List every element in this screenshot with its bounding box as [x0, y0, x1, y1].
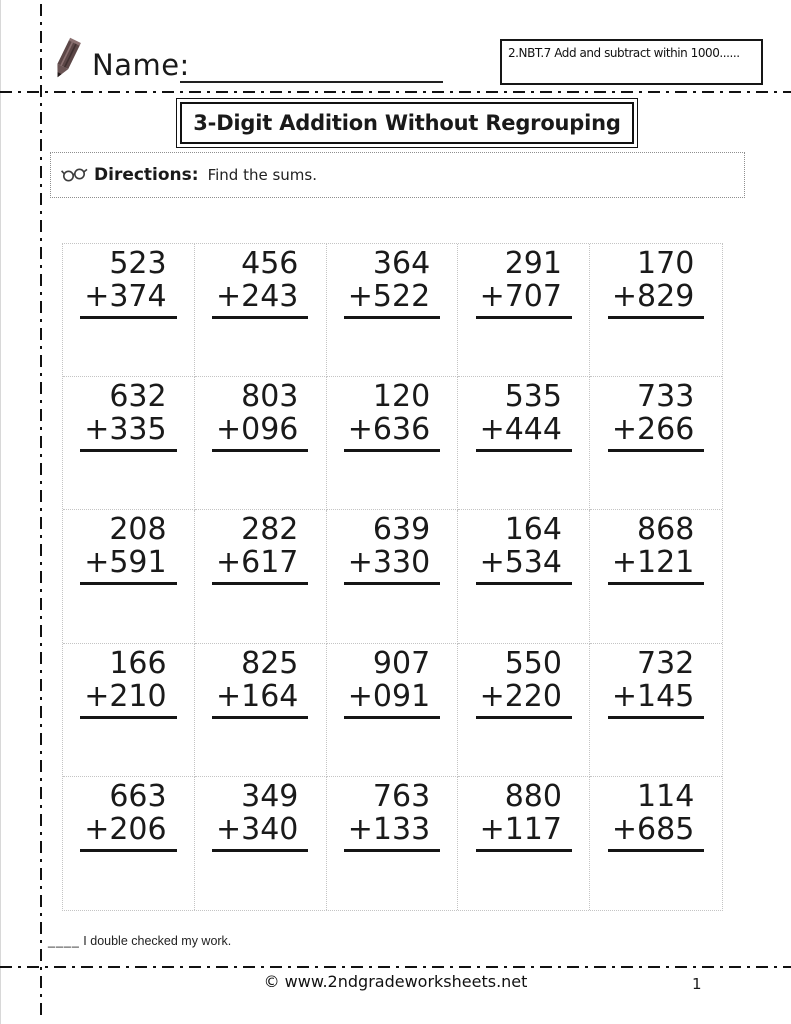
addend-top: 170 [637, 246, 695, 281]
addend-bottom: +330 [344, 546, 440, 585]
problem-cell [327, 777, 459, 910]
addend-bottom: +243 [212, 280, 308, 319]
addition-problem [476, 647, 572, 719]
addend-bottom: +374 [80, 280, 176, 319]
addend-bottom: +121 [608, 546, 704, 585]
problem-cell [195, 777, 327, 910]
addend-top: 639 [372, 512, 431, 548]
addend-bottom: +210 [80, 680, 176, 719]
addition-problem [344, 647, 440, 719]
addend-top: 349 [241, 778, 299, 814]
problem-cell [590, 377, 722, 510]
addend-top: 535 [504, 379, 562, 415]
addition-problem [608, 780, 704, 852]
addition-problem [80, 780, 176, 852]
addend-top: 114 [637, 778, 695, 814]
pencil-icon [42, 34, 88, 94]
addend-bottom: +117 [476, 813, 572, 852]
addition-problem [80, 380, 176, 452]
problem-cell [458, 510, 590, 643]
problem-cell [195, 510, 327, 643]
problem-cell [590, 244, 722, 377]
problems-grid [62, 243, 723, 911]
addend-top: 456 [241, 246, 299, 281]
problem-cell [63, 777, 195, 910]
addend-bottom: +164 [212, 680, 308, 719]
scan-page-edge [0, 0, 1, 1024]
problem-cell [63, 377, 195, 510]
addend-bottom: +591 [80, 546, 176, 585]
addition-problem [80, 647, 176, 719]
addend-top: 164 [504, 512, 562, 548]
addition-problem [476, 380, 572, 452]
addend-top: 364 [372, 246, 431, 281]
addend-bottom: +636 [344, 413, 440, 452]
addend-bottom: +685 [608, 813, 704, 852]
website-credit: © www.2ndgradeworksheets.net [263, 972, 528, 991]
footer-dashdot-divider [0, 966, 791, 968]
addition-problem [344, 780, 440, 852]
addend-bottom: +206 [80, 813, 176, 852]
addend-bottom: +444 [476, 413, 572, 452]
addend-top: 803 [241, 379, 299, 415]
addition-problem [608, 380, 704, 452]
addend-top: 632 [109, 379, 167, 415]
problem-cell [458, 244, 590, 377]
problem-cell [590, 644, 722, 777]
addend-bottom: +266 [608, 413, 704, 452]
addend-top: 733 [637, 379, 695, 415]
standard-note-text: 2.NBT.7 Add and subtract within 1000...... [508, 46, 740, 60]
addition-problem [476, 513, 572, 585]
addend-top: 825 [241, 645, 299, 681]
addend-top: 663 [109, 778, 167, 814]
addend-bottom: +617 [212, 546, 308, 585]
directions-box [50, 152, 745, 198]
addend-bottom: +133 [344, 813, 440, 852]
problem-cell [195, 244, 327, 377]
margin-dashdot-vertical-line [40, 4, 42, 1016]
addend-bottom: +335 [80, 413, 176, 452]
problem-cell [63, 644, 195, 777]
problem-cell [63, 510, 195, 643]
addend-bottom: +220 [476, 680, 572, 719]
directions-label: Directions: [94, 165, 199, 185]
check-blank-line: ____ [48, 934, 80, 948]
addition-problem [212, 780, 308, 852]
addend-top: 208 [109, 512, 167, 548]
check-text: I double checked my work. [83, 934, 232, 948]
addend-top: 523 [109, 246, 167, 281]
addition-problem [212, 247, 308, 319]
addition-problem [212, 380, 308, 452]
addend-top: 120 [372, 379, 431, 415]
problem-cell [195, 644, 327, 777]
problem-cell [458, 777, 590, 910]
addition-problem [476, 780, 572, 852]
addend-bottom: +829 [608, 280, 704, 319]
addend-top: 880 [504, 778, 562, 814]
addend-bottom: +096 [212, 413, 308, 452]
page-number: 1 [692, 975, 702, 993]
problem-cell [63, 244, 195, 377]
problem-cell [195, 377, 327, 510]
title-box-inner [180, 102, 634, 144]
addition-problem [344, 380, 440, 452]
title-box [176, 98, 638, 148]
addend-bottom: +091 [344, 680, 440, 719]
addend-top: 763 [372, 778, 431, 814]
addend-bottom: +145 [608, 680, 704, 719]
standard-note-box [500, 39, 763, 85]
problem-cell [327, 244, 459, 377]
addition-problem [608, 513, 704, 585]
addend-top: 550 [504, 645, 562, 681]
problem-cell [327, 510, 459, 643]
addend-top: 868 [637, 512, 695, 548]
directions-text: Find the sums. [207, 166, 317, 184]
addend-top: 732 [637, 645, 695, 681]
name-label: Name: [92, 48, 190, 82]
addend-bottom: +707 [476, 280, 572, 319]
addition-problem [212, 647, 308, 719]
addition-problem [80, 247, 176, 319]
addition-problem [212, 513, 308, 585]
problem-cell [458, 644, 590, 777]
addend-top: 907 [372, 645, 431, 681]
page-title: 3-Digit Addition Without Regrouping [193, 111, 621, 135]
addend-bottom: +534 [476, 546, 572, 585]
addition-problem [80, 513, 176, 585]
problem-cell [327, 377, 459, 510]
name-blank-line [180, 50, 443, 83]
problem-cell [327, 644, 459, 777]
header-dashdot-divider [0, 91, 791, 93]
addend-bottom: +522 [344, 280, 440, 319]
addend-top: 282 [241, 512, 299, 548]
addition-problem [608, 247, 704, 319]
problem-cell [590, 510, 722, 643]
addition-problem [344, 247, 440, 319]
problem-cell [458, 377, 590, 510]
glasses-icon [60, 164, 90, 187]
self-check-line [48, 934, 231, 948]
addend-top: 291 [504, 246, 562, 281]
addition-problem [608, 647, 704, 719]
addition-problem [344, 513, 440, 585]
addition-problem [476, 247, 572, 319]
problem-cell [590, 777, 722, 910]
addend-top: 166 [109, 645, 167, 681]
addend-bottom: +340 [212, 813, 308, 852]
